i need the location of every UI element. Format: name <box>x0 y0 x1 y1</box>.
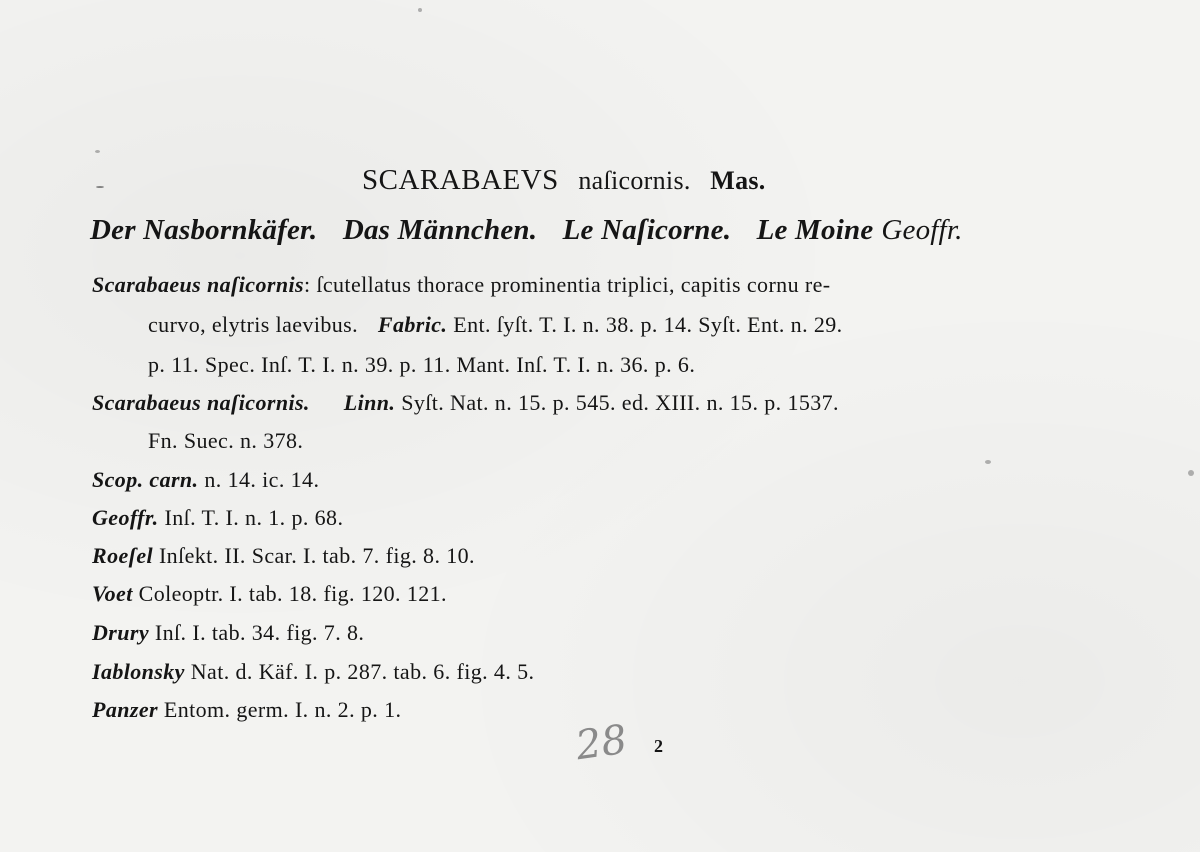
synonymy-line <box>148 352 695 378</box>
citation-text: n. 14. ic. 14. <box>204 467 320 492</box>
citation-text: curvo, elytris laevibus. <box>148 312 358 337</box>
citation-text: : ſcutellatus thorace prominentia triplici, capitis cornu re- <box>303 272 831 297</box>
citation-text: Nat. d. Käf. I. p. 287. tab. 6. fig. 4. 5. <box>190 659 535 684</box>
synonymy-line <box>92 390 839 416</box>
synonymy-line <box>92 620 364 646</box>
citation-text: Ent. ſyſt. T. I. n. 38. p. 14. Syſt. Ent. n. 29. <box>453 312 843 337</box>
citation-text: Inſ. I. tab. 34. fig. 7. 8. <box>154 620 365 645</box>
citation-author: Panzer <box>92 697 158 722</box>
vernacular-french-alt: Le Moine <box>756 214 874 246</box>
synonymy-line <box>92 581 447 607</box>
citation-text: Fn. Suec. n. 378. <box>148 428 304 453</box>
citation-text: Coleoptr. I. tab. 18. fig. 120. 121. <box>138 581 447 606</box>
synonymy-line <box>92 467 319 493</box>
vernacular-german-sex: Das Männchen. <box>342 214 538 246</box>
paper-speck <box>95 150 100 153</box>
synonymy-line <box>92 505 343 531</box>
synonymy-line <box>148 312 843 338</box>
handwritten-note: 28 <box>573 716 630 770</box>
citation-author: Scop. carn. <box>92 467 199 492</box>
paper-speck <box>1188 470 1194 476</box>
synonymy-line <box>92 543 475 569</box>
synonymy-line <box>148 428 303 454</box>
vernacular-french-name: Le Naſicorne. <box>562 214 732 246</box>
synonymy-line <box>92 272 831 298</box>
synonymy-line <box>92 697 401 723</box>
vernacular-author: Geoffr. <box>881 214 963 246</box>
citation-author: Roeſel <box>92 543 154 568</box>
citation-author: Linn. <box>343 390 396 415</box>
citation-author: Voet <box>92 581 133 606</box>
paper-speck <box>418 8 422 12</box>
genus-name: SCARABAEVS <box>362 164 559 196</box>
citation-author: Drury <box>92 620 150 645</box>
citation-author: Geoffr. <box>92 505 159 530</box>
citation-text: p. 11. Spec. Inſ. T. I. n. 39. p. 11. Mant. Inſ. T. I. n. 36. p. 6. <box>148 352 696 377</box>
citation-text: Entom. germ. I. n. 2. p. 1. <box>163 697 402 722</box>
paper-speck <box>96 186 104 188</box>
page-mark: 2 <box>654 736 663 756</box>
citation-author: Scarabaeus naſicornis <box>92 272 304 297</box>
citation-text: Syſt. Nat. n. 15. p. 545. ed. XIII. n. 15. p. 1537. <box>401 390 839 415</box>
citation-text: Inſekt. II. Scar. I. tab. 7. fig. 8. 10. <box>158 543 475 568</box>
citation-author: Scarabaeus naſicornis. <box>92 390 310 415</box>
citation-author: Iablonsky <box>92 659 185 684</box>
vernacular-german-name: Der Nasbornkäfer. <box>90 214 318 246</box>
species-heading <box>362 164 766 197</box>
vernacular-names <box>90 214 981 247</box>
sex-label: Mas. <box>710 166 766 195</box>
synonymy-line <box>92 659 534 685</box>
species-name: naſicornis. <box>578 166 691 195</box>
citation-author: Fabric. <box>377 312 448 337</box>
citation-text: Inſ. T. I. n. 1. p. 68. <box>164 505 344 530</box>
paper-speck <box>985 460 991 464</box>
